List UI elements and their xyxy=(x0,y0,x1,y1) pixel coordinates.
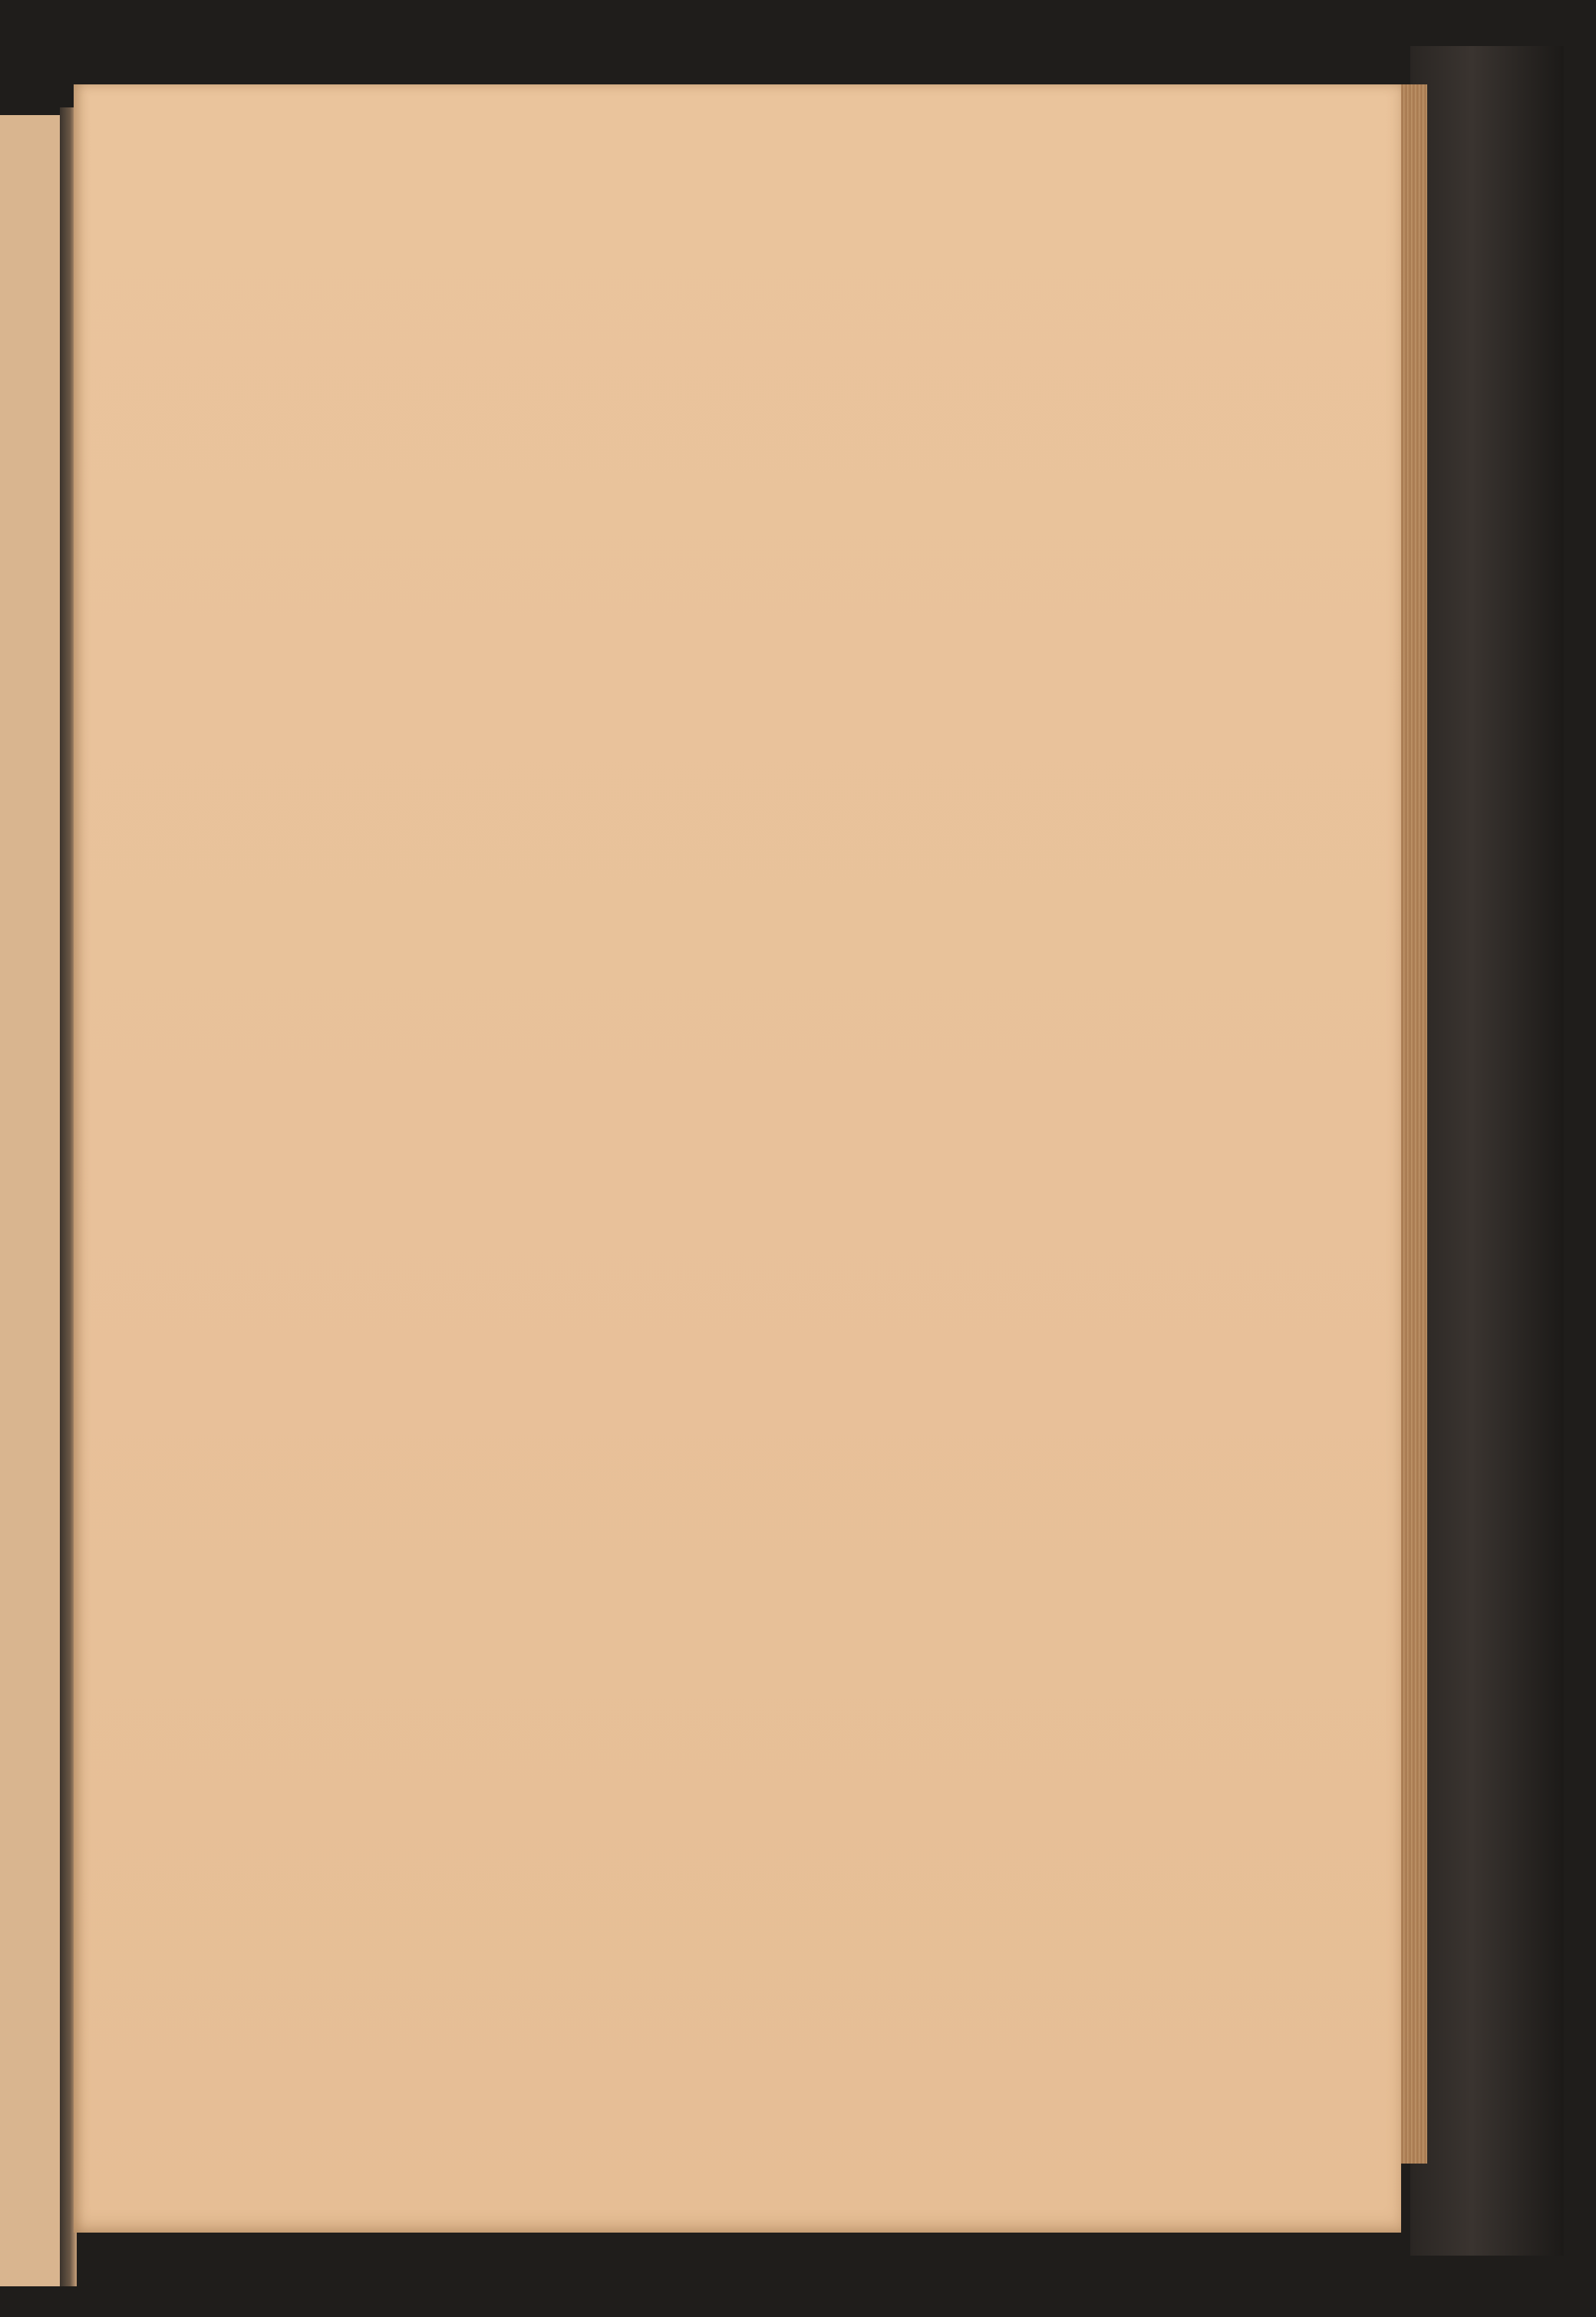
bibliography-section-bauingenieur xyxy=(123,214,1366,232)
page-edges xyxy=(1396,84,1427,2164)
book-page xyxy=(74,84,1401,2233)
previous-page-margin xyxy=(0,115,60,2286)
book-cover-edge xyxy=(1410,46,1564,2256)
running-head xyxy=(74,150,1393,169)
bibliography-section-militaer xyxy=(123,1319,1366,1336)
